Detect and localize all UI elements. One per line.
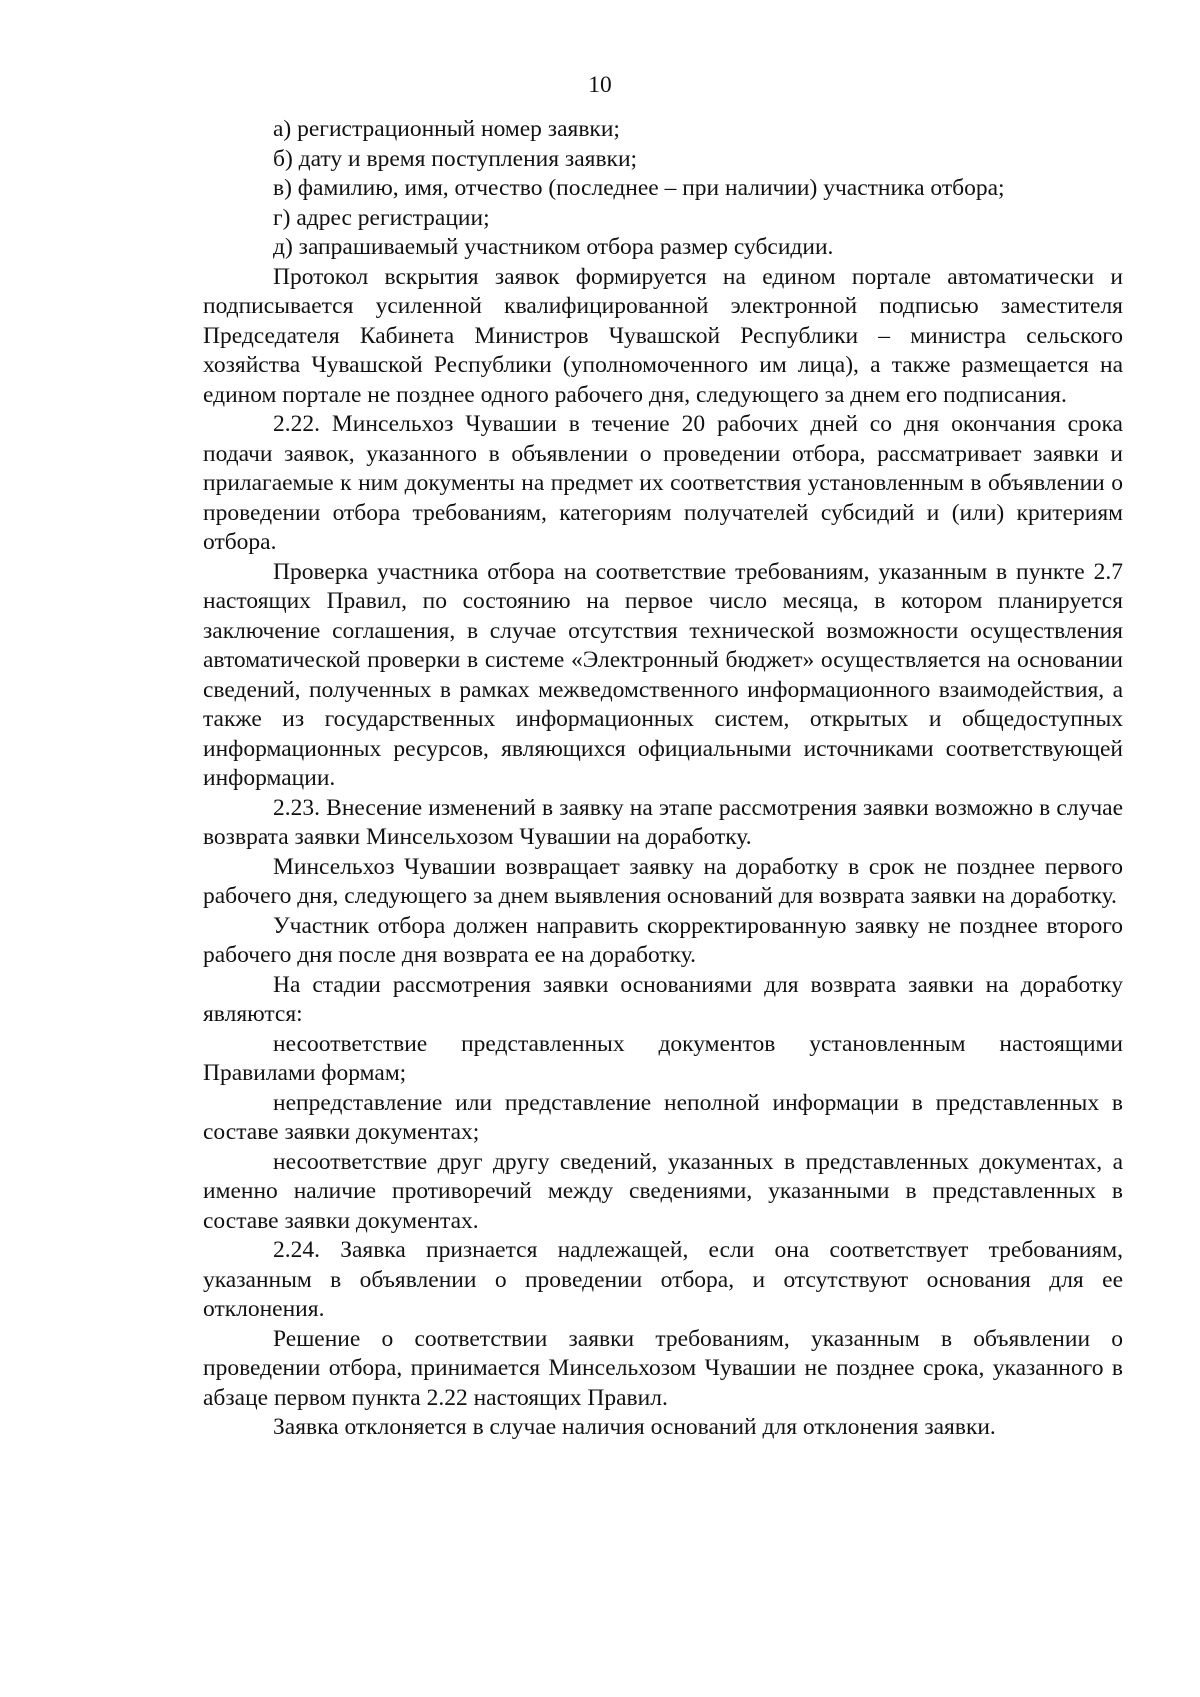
paragraph: а) регистрационный номер заявки; bbox=[273, 116, 620, 142]
paragraph: несоответствие друг другу сведений, указанных в представленных документах, а именно наличие противоречий между сведениями, указанными в представленных в составе заявки документах. bbox=[203, 1148, 1123, 1234]
paragraph: 2.24. Заявка признается надлежащей, если она соответствует требованиям, указанным в объявлении о проведении отбора, и отсутствуют основания для ее отклонения. bbox=[203, 1237, 1123, 1322]
page-number: 10 bbox=[588, 72, 612, 98]
paragraph: 2.23. Внесение изменений в заявку на этапе рассмотрения заявки возможно в случае возврата заявки Минсельхозом Чувашии на доработку. bbox=[203, 794, 1123, 850]
paragraph: б) дату и время поступления заявки; bbox=[273, 145, 638, 172]
paragraph: 2.22. Минсельхоз Чувашии в течение 20 рабочих дней со дня окончания срока подачи заявок, указанного в объявлении о проведении отбора, рассматривает заявки и прилагаемые к ним документы на предмет их соответствия установленным в объявлении о проведении отбора требованиям, категориям получателей субсидий и (или) критериям отбора. bbox=[203, 411, 1123, 555]
paragraph: Проверка участника отбора на соответствие требованиям, указанным в пункте 2.7 настоящих Правил, по состоянию на первое число месяца, в котором планируется заключение соглашения, в случае отсутствия технической возможности осуществления автоматической проверки в системе «Электронный бюджет» осуществляется на основании сведений, полученных в рамках межведомственного информационного взаимодействия, а также из государственных информационных систем, открытых и общедоступных информационных ресурсов, являющихся официальными источниками соответствующей информации. bbox=[203, 558, 1123, 791]
paragraph: д) запрашиваемый участником отбора размер субсидии. bbox=[273, 234, 834, 260]
paragraph: Участник отбора должен направить скорректированную заявку не позднее второго рабочего дня после дня возврата ее на доработку. bbox=[203, 912, 1123, 968]
paragraph: Решение о соответствии заявки требованиям, указанным в объявлении о проведении отбора, принимается Минсельхозом Чувашии не позднее срока, указанного в абзаце первом пункта 2.22 настоящих Правил. bbox=[203, 1325, 1123, 1411]
document-body bbox=[203, 115, 1123, 1443]
paragraph: несоответствие представленных документов установленным настоящими Правилами формам; bbox=[203, 1030, 1123, 1086]
paragraph: непредставление или представление неполной информации в представленных в составе заявки документах; bbox=[203, 1089, 1123, 1145]
paragraph: На стадии рассмотрения заявки основаниями для возврата заявки на доработку являются: bbox=[203, 971, 1123, 1027]
paragraph: Заявка отклоняется в случае наличия оснований для отклонения заявки. bbox=[273, 1414, 996, 1440]
paragraph: г) адрес регистрации; bbox=[273, 204, 490, 231]
paragraph: Минсельхоз Чувашии возвращает заявку на доработку в срок не позднее первого рабочего дня, следующего за днем выявления оснований для возврата заявки на доработку. bbox=[203, 853, 1123, 909]
paragraph: в) фамилию, имя, отчество (последнее – при наличии) участника отбора; bbox=[273, 175, 1005, 201]
paragraph: Протокол вскрытия заявок формируется на едином портале автоматически и подписывается усиленной квалифицированной электронной подписью заместителя Председателя Кабинета Министров Чувашской Республики – министра сельского хозяйства Чувашской Республики (уполномоченного им лица), а также размещается на едином портале не позднее одного рабочего дня, следующего за днем его подписания. bbox=[203, 263, 1123, 408]
